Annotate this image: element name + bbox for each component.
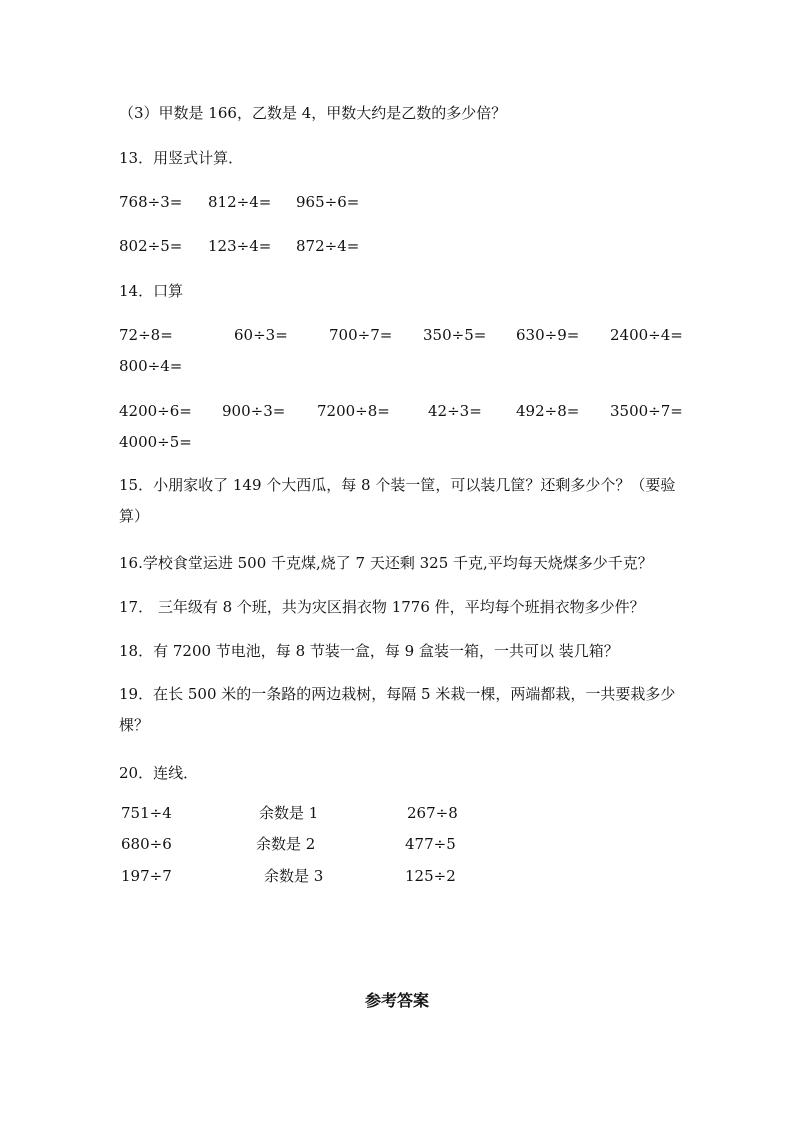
q14-expr-12: 492÷8= — [516, 402, 580, 420]
answer-heading: 参考答案 — [364, 991, 429, 1010]
question-13-title: 13．用竖式计算． — [119, 149, 244, 167]
q14-expr-2: 60÷3= — [234, 326, 288, 344]
q20-right-3: 125÷2 — [405, 867, 456, 885]
q13-expr-4: 802÷5= — [119, 237, 183, 255]
q14-expr-4: 350÷5= — [423, 326, 487, 344]
q13-expr-3: 965÷6= — [296, 193, 360, 211]
q14-expr-6: 2400÷4= — [610, 326, 683, 344]
q14-expr-14: 4000÷5= — [119, 433, 192, 451]
question-18: 18．有 7200 节电池，每 8 节装一盒，每 9 盒装一箱，一共可以 装几箱？ — [119, 642, 619, 660]
question-15: 15．小朋家收了 149 个大西瓜，每 8 个装一筐，可以装几筐？还剩多少个？（要验算） — [119, 476, 676, 525]
q20-left-2: 680÷6 — [121, 835, 172, 853]
q20-left-3: 197÷7 — [121, 867, 172, 885]
q13-expr-5: 123÷4= — [208, 237, 272, 255]
q14-expr-1: 72÷8= — [119, 326, 173, 344]
q14-expr-9: 900÷3= — [222, 402, 286, 420]
q20-left-1: 751÷4 — [121, 804, 172, 822]
q20-middle-3: 余数是 3 — [264, 867, 324, 885]
q20-middle-2: 余数是 2 — [256, 835, 316, 853]
question-12-part-3: （3）甲数是 166，乙数是 4，甲数大约是乙数的多少倍？ — [119, 104, 507, 122]
question-19: 19．在长 500 米的一条路的两边栽树，每隔 5 米栽一棵，两端都栽，一共要栽多少棵？ — [119, 685, 676, 734]
q13-expr-6: 872÷4= — [296, 237, 360, 255]
q14-expr-13: 3500÷7= — [610, 402, 683, 420]
q20-middle-1: 余数是 1 — [259, 804, 319, 822]
q13-expr-1: 768÷3= — [119, 193, 183, 211]
question-20-title: 20．连线． — [119, 764, 199, 782]
q14-expr-11: 42÷3= — [428, 402, 482, 420]
q14-expr-7: 800÷4= — [119, 357, 183, 375]
q13-expr-2: 812÷4= — [208, 193, 272, 211]
q14-expr-10: 7200÷8= — [317, 402, 390, 420]
question-14-title: 14．口算 — [119, 282, 184, 300]
q14-expr-5: 630÷9= — [516, 326, 580, 344]
q14-expr-8: 4200÷6= — [119, 402, 192, 420]
q14-expr-3: 700÷7= — [329, 326, 393, 344]
question-16: 16.学校食堂运进 500 千克煤,烧了 7 天还剩 325 千克,平均每天烧煤多少千克？ — [119, 554, 653, 572]
q20-right-2: 477÷5 — [405, 835, 456, 853]
question-17: 17． 三年级有 8 个班，共为灾区捐衣物 1776 件，平均每个班捐衣物多少件？ — [119, 598, 645, 616]
q20-right-1: 267÷8 — [407, 804, 458, 822]
